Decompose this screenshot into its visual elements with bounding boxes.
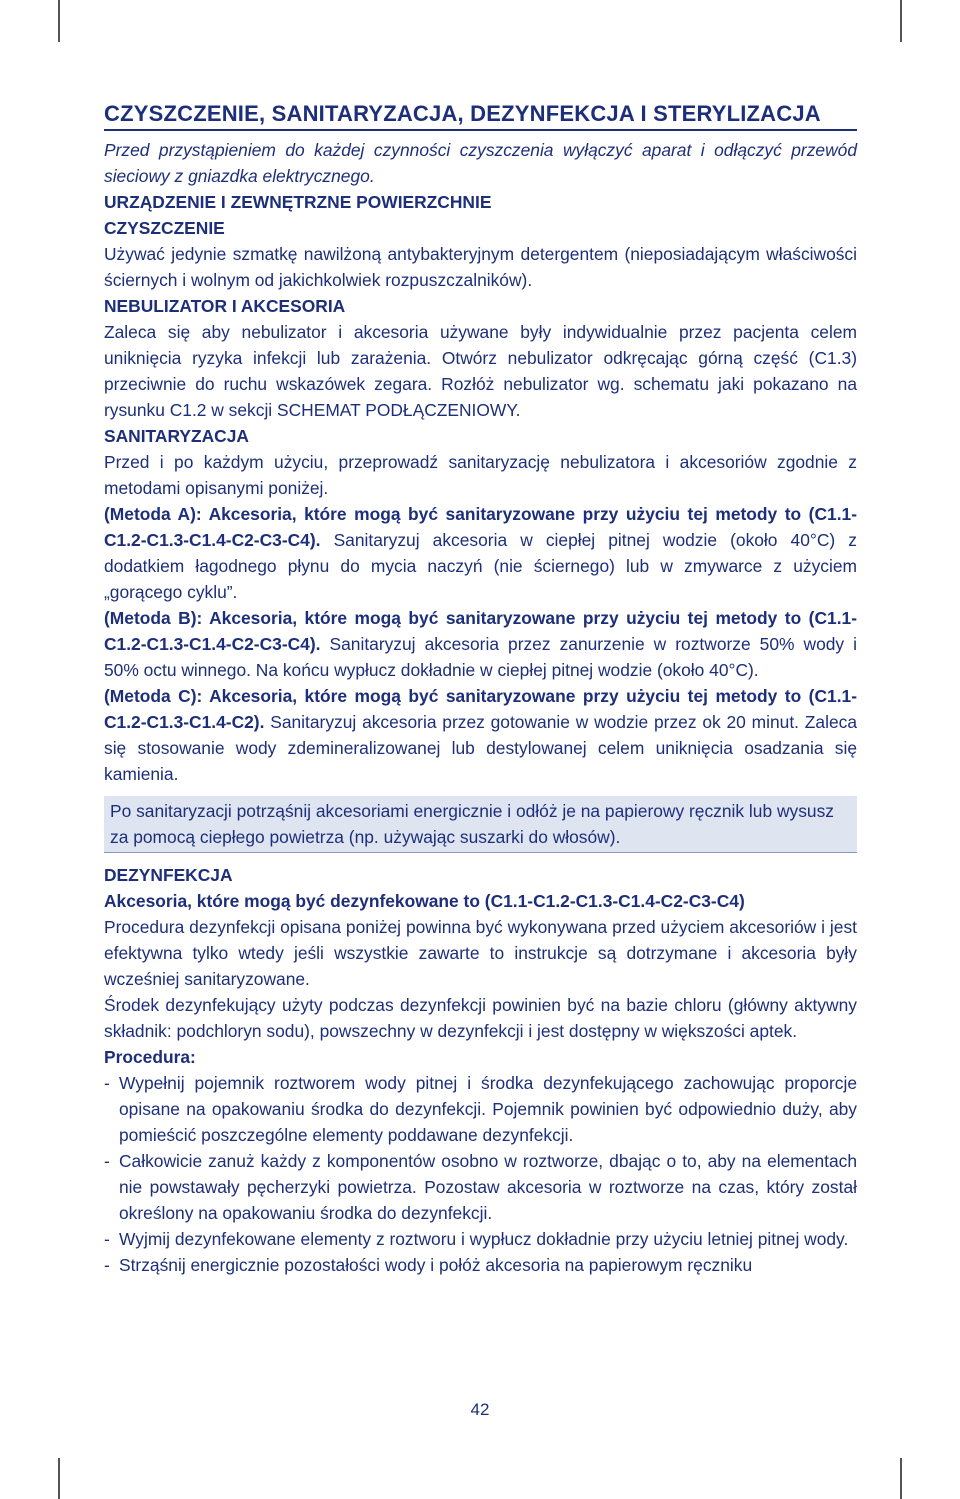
method-a-heading: (Metoda A): Akcesoria, które mogą być sanitaryzowane przy użyciu tej metody to (C1.1-C1.2-C1.3-C1.4-C2-C3-C4). (104, 504, 857, 550)
list-item (104, 1070, 857, 1148)
intro-warning: Przed przystąpieniem do każdej czynności czyszczenia wyłączyć aparat i odłączyć przewód sieciowy z gniazdka elektrycznego. (104, 140, 857, 186)
list-item-text: Strząśnij energicznie pozostałości wody i połóż akcesoria na papierowym ręczniku (119, 1255, 753, 1275)
method-a (104, 501, 857, 605)
list-dash: - (104, 1229, 110, 1249)
heading-device: URZĄDZENIE I ZEWNĘTRZNE POWIERZCHNIE (104, 192, 492, 212)
method-b (104, 605, 857, 683)
list-item-text: Wyjmij dezynfekowane elementy z roztworu i wypłucz dokładnie przy użyciu letniej pitnej wody. (119, 1229, 849, 1249)
list-item (104, 1148, 857, 1226)
disinfection-subheading: Akcesoria, które mogą być dezynfekowane to (C1.1-C1.2-C1.3-C1.4-C2-C3-C4) (104, 891, 745, 911)
list-dash: - (104, 1255, 110, 1275)
paragraph-disinfection-2: Środek dezynfekujący użyty podczas dezynfekcji powinien być na bazie chloru (główny aktywny składnik: podchloryn sodu), powszechny w dezynfekcji i jest dostępny w większości aptek. (104, 995, 857, 1041)
method-c-text: Sanitaryzuj akcesoria przez gotowanie w wodzie przez ok 20 minut. Zaleca się stosowanie wody zdemineralizowanej lub destylowanej celem uniknięcia osadzania się kamienia. (104, 712, 857, 784)
crop-mark-top-right (900, 0, 902, 42)
page-number: 42 (470, 1400, 490, 1419)
heading-sanitization: SANITARYZACJA (104, 426, 249, 446)
method-b-text: Sanitaryzuj akcesoria przez zanurzenie w roztworze 50% wody i 50% octu winnego. Na końcu wypłucz dokładnie w ciepłej pitnej wodzie (około 40°C). (104, 634, 857, 680)
method-c (104, 683, 857, 787)
paragraph-disinfection-1: Procedura dezynfekcji opisana poniżej powinna być wykonywana przed użyciem akcesoriów i jest efektywna tylko wtedy jeśli wszystkie zawarte to instrukcje są dotrzymane i akcesoria były wcześniej sanitaryzowane. (104, 917, 857, 989)
heading-nebulizer: NEBULIZATOR I AKCESORIA (104, 296, 346, 316)
list-dash: - (104, 1073, 110, 1093)
paragraph-nebulizer: Zaleca się aby nebulizator i akcesoria używane były indywidualnie przez pacjenta celem uniknięcia ryzyka infekcji lub zarażenia. Otwórz nebulizator odkręcając górną część (C1.3) przeciwnie do ruchu wskazówek zegara. Rozłóż nebulizator wg. schematu jaki pokazano na rysunku C1.2 w sekcji SCHEMAT PODŁĄCZENIOWY. (104, 322, 857, 420)
list-item (104, 1252, 857, 1278)
paragraph-cleaning: Używać jedynie szmatkę nawilżoną antybakteryjnym detergentem (nieposiadającym właściwości ściernych i wolnym od jakichkolwiek rozpuszczalników). (104, 244, 857, 290)
paragraph-sanitization: Przed i po każdym użyciu, przeprowadź sanitaryzację nebulizatora i akcesoriów zgodnie z metodami opisanymi poniżej. (104, 452, 857, 498)
list-item-text: Całkowicie zanuż każdy z komponentów osobno w roztworze, dbając o to, aby na elementach nie powstawały pęcherzyki powietrza. Pozostaw akcesoria w roztworze na czas, który został określony na opakowaniu środka do dezynfekcji. (119, 1151, 857, 1223)
heading-cleaning: CZYSZCZENIE (104, 218, 225, 238)
list-item-text: Wypełnij pojemnik roztworem wody pitnej i środka dezynfekującego zachowując proporcje opisane na opakowaniu środka do dezynfekcji. Pojemnik powinien być odpowiednio duży, aby pomieścić poszczególne elementy poddawane dezynfekcji. (119, 1073, 857, 1145)
list-item (104, 1226, 857, 1252)
method-b-heading: (Metoda B): Akcesoria, które mogą być sanitaryzowane przy użyciu tej metody to (C1.1-C1.2-C1.3-C1.4-C2-C3-C4). (104, 608, 857, 654)
crop-mark-top-left (58, 0, 60, 42)
heading-disinfection: DEZYNFEKCJA (104, 865, 233, 885)
section-title: CZYSZCZENIE, SANITARYZACJA, DEZYNFEKCJA I STERYLIZACJA (104, 100, 857, 131)
crop-mark-bottom-left (58, 1458, 60, 1499)
method-a-text: Sanitaryzuj akcesoria w ciepłej pitnej wodzie (około 40°C) z dodatkiem łagodnego płynu do mycia naczyń (nie ściernego) lub w zmywarce z użyciem „gorącego cyklu”. (104, 530, 857, 602)
method-c-heading: (Metoda C): Akcesoria, które mogą być sanitaryzowane przy użyciu tej metody to (C1.1-C1.2-C1.3-C1.4-C2). (104, 686, 857, 732)
crop-mark-bottom-right (900, 1458, 902, 1499)
document-page (104, 100, 857, 1278)
note-box: Po sanitaryzacji potrząśnij akcesoriami energicznie i odłóż je na papierowy ręcznik lub wysusz za pomocą ciepłego powietrza (np. używając suszarki do włosów). (104, 796, 857, 853)
list-dash: - (104, 1151, 110, 1171)
heading-procedure: Procedura: (104, 1047, 196, 1067)
